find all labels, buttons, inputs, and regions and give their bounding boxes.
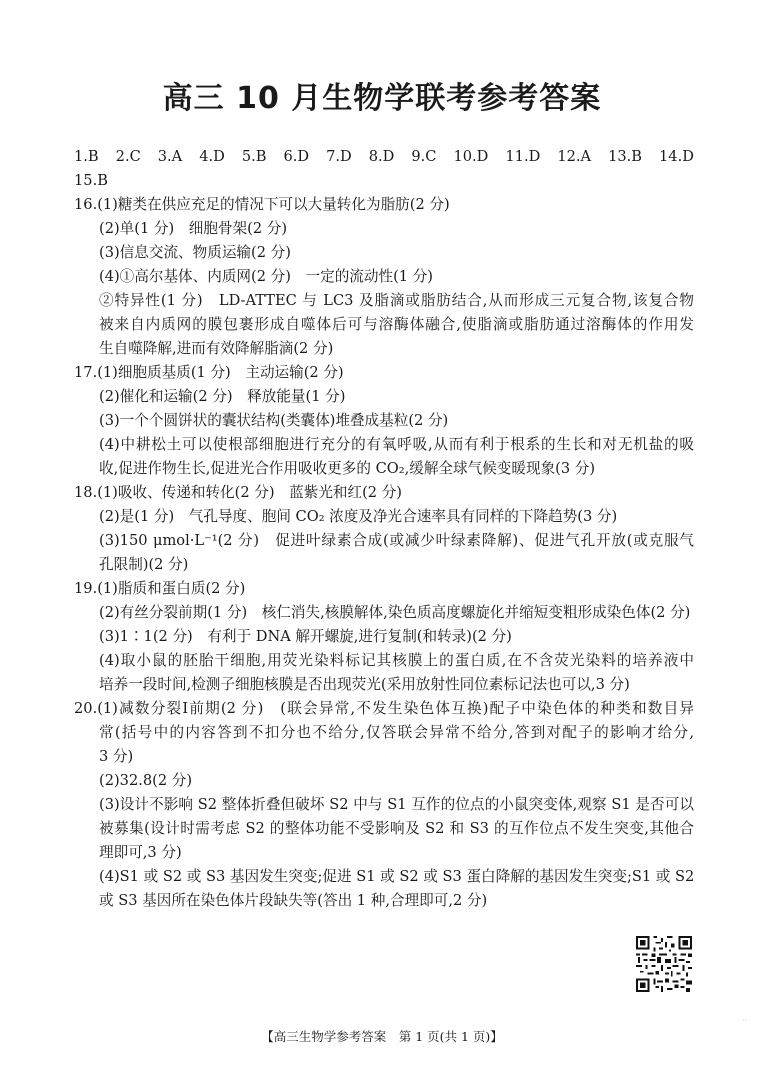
question-18 [74,481,694,577]
question-19 [74,577,694,697]
answer-line: 培养一段时间,检测子细胞核膜是否出现荧光(采用放射性同位素标记法也可以,3 分) [99,676,630,693]
choice-answer: 13.B [608,148,642,165]
choice-answer: 5.B [241,148,267,165]
question-16 [74,193,694,361]
answer-line: (3)设计不影响 S2 整体折叠但破坏 S2 中与 S1 互作的位点的小鼠突变体,观察 S1 是否可以 [99,796,694,813]
answer-line: 3 分) [99,748,134,765]
answer-line: (3)信息交流、物质运输(2 分) [99,244,291,261]
answer-line: 常(括号中的内容答到不扣分也不给分,仅答联会异常不给分,答到对配子的影响才给分, [99,724,694,741]
answer-line: (3)150 μmol·L⁻¹(2 分) 促进叶绿素合成(或减少叶绿素降解)、促进气孔开放(或克服气 [99,532,694,549]
answer-line: 16.(1)糖类在供应充足的情况下可以大量转化为脂肪(2 分) [74,196,450,213]
answer-line: 或 S3 基因所在染色体片段缺失等(答出 1 种,合理即可,2 分) [99,892,488,909]
answer-line: 孔限制)(2 分) [99,556,189,573]
answer-line: (2)是(1 分) 气孔导度、胞间 CO₂ 浓度及净光合速率具有同样的下降趋势(3 分) [99,508,618,525]
answer-body [74,145,694,913]
choice-answer-15: 15.B [74,172,108,189]
qr-code-icon [636,936,692,992]
answer-line: 18.(1)吸收、传递和转化(2 分) 蓝紫光和红(2 分) [74,484,403,501]
corner-mark: ·· [742,1016,748,1025]
choice-answer: 14.D [659,148,694,165]
choice-answer: 6.D [283,148,310,165]
choice-answer: 10.D [453,148,489,165]
choice-answer: 3.A [157,148,183,165]
answer-line: (2)有丝分裂前期(1 分) 核仁消失,核膜解体,染色质高度螺旋化并缩短变粗形成染色体(2 分) [99,604,691,621]
answer-line: (3)一个个圆饼状的囊状结构(类囊体)堆叠成基粒(2 分) [99,412,449,429]
answer-line: (2)催化和运输(2 分) 释放能量(1 分) [99,388,346,405]
answer-line: 被募集(设计时需考虑 S2 的整体功能不受影响及 S2 和 S3 的互作位点不发生突变,其他合 [99,820,694,837]
choice-answer: 8.D [368,148,395,165]
question-20 [74,697,694,913]
answer-line: ②特异性(1 分) LD-ATTEC 与 LC3 及脂滴或脂肪结合,从而形成三元复合物,该复合物 [99,292,694,309]
question-17 [74,361,694,481]
answer-line: (4)中耕松土可以使根部细胞进行充分的有氧呼吸,从而有利于根系的生长和对无机盐的吸 [99,436,694,453]
answer-line: 17.(1)细胞质基质(1 分) 主动运输(2 分) [74,364,344,381]
page-footer: 【高三生物学参考答案 第 1 页(共 1 页)】 [261,1029,503,1044]
choice-answer: 11.D [505,148,541,165]
answer-line: (3)1∶1(2 分) 有利于 DNA 解开螺旋,进行复制(和转录)(2 分) [99,628,512,645]
choice-answer: 7.D [326,148,352,165]
answer-line: (4)S1 或 S2 或 S3 基因发生突变;促进 S1 或 S2 或 S3 蛋白降解的基因发生突变;S1 或 S2 [99,868,695,885]
answer-line: (4)取小鼠的胚胎干细胞,用荧光染料标记其核膜上的蛋白质,在不含荧光染料的培养液中 [99,652,694,669]
answer-line: 生自噬降解,进而有效降解脂滴(2 分) [99,340,334,357]
answer-line: 19.(1)脂质和蛋白质(2 分) [74,580,246,597]
answer-line: 20.(1)减数分裂Ⅰ前期(2 分) (联会异常,不发生染色体互换)配子中染色体的种类和数目异 [74,700,694,717]
choice-answer: 12.A [557,148,592,165]
choice-answer: 1.B [74,148,99,165]
choice-answer: 2.C [115,148,141,165]
page-title: 高三 10 月生物学联考参考答案 [162,81,602,116]
choice-answer: 9.C [411,148,437,165]
answer-line: (2)32.8(2 分) [99,772,193,789]
choice-answers-row [74,145,694,169]
answer-line: (2)单(1 分) 细胞骨架(2 分) [99,220,288,237]
answer-line: (4)①高尔基体、内质网(2 分) 一定的流动性(1 分) [99,268,433,285]
answer-line: 理即可,3 分) [99,844,182,861]
answer-line: 被来自内质网的膜包裹形成自噬体后可与溶酶体融合,使脂滴或脂肪通过溶酶体的作用发 [99,316,694,333]
answer-line: 收,促进作物生长,促进光合作用吸收更多的 CO₂,缓解全球气候变暖现象(3 分) [99,460,596,477]
choice-answer: 4.D [199,148,225,165]
